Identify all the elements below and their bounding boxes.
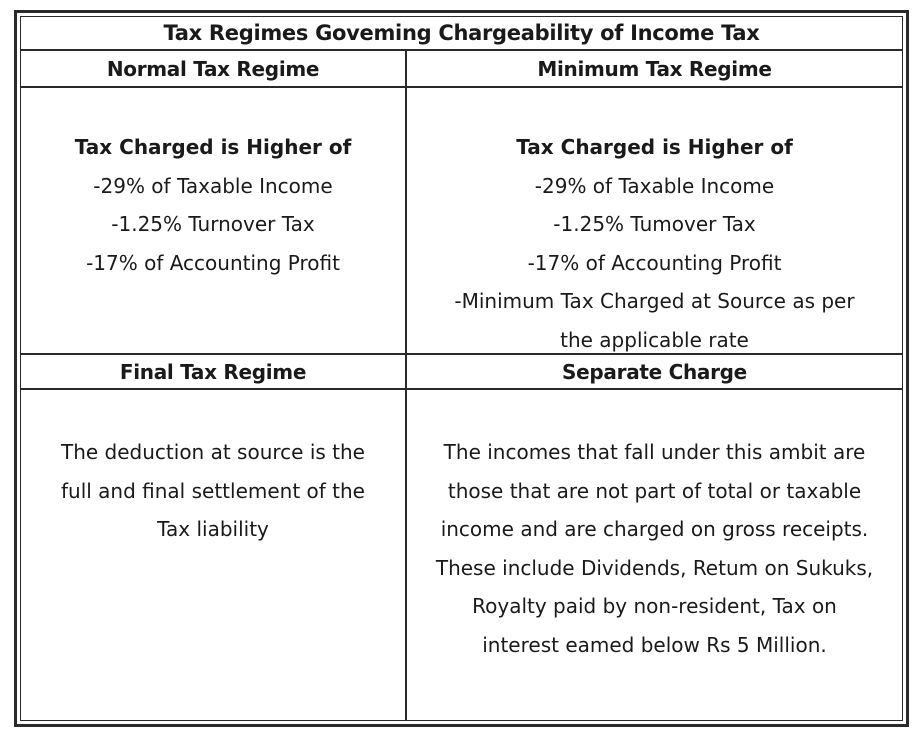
minimum-regime-item: -29% of Taxable Income [534, 173, 775, 198]
separate-charge-line: These include Dividends, Retum on Sukuks, [435, 555, 874, 580]
minimum-regime-item: -1.25% Tumover Tax [553, 212, 756, 236]
final-regime-line: The deduction at source is the [61, 440, 365, 464]
normal-regime-cell [21, 51, 405, 353]
minimum-regime-item: the applicable rate [560, 327, 749, 352]
separate-charge-header: Separate Charge [407, 353, 902, 390]
final-regime-line: Tax liability [157, 517, 269, 541]
tax-regimes-table [14, 10, 909, 727]
minimum-regime-body [407, 88, 902, 359]
normal-regime-body [21, 88, 405, 282]
minimum-regime-cell [407, 51, 902, 353]
normal-regime-heading: Tax Charged is Higher of [74, 135, 352, 159]
separate-charge-line: Royalty paid by non-resident, Tax on [472, 594, 837, 618]
final-regime-body [21, 390, 405, 549]
normal-regime-item: -17% of Accounting Profit [86, 250, 340, 275]
final-regime-line: full and final settlement of the [60, 478, 365, 503]
final-regime-header: Final Tax Regime [21, 353, 405, 390]
minimum-regime-header: Minimum Tax Regime [407, 51, 902, 88]
minimum-regime-item: -17% of Accounting Profit [527, 250, 782, 275]
final-regime-cell [21, 353, 405, 720]
separate-charge-cell [407, 353, 902, 720]
table-title: Tax Regimes Goveming Chargeability of Income Tax [21, 17, 902, 51]
separate-charge-line: interest eamed below Rs 5 Million. [482, 632, 827, 657]
separate-charge-line: The incomes that fall under this ambit are [443, 440, 866, 464]
normal-regime-item: -1.25% Turnover Tax [111, 212, 315, 236]
separate-charge-line: income and are charged on gross receipts. [440, 517, 869, 541]
separate-charge-line: those that are not part of total or taxable [447, 478, 862, 503]
normal-regime-item: -29% of Taxable Income [93, 173, 333, 198]
minimum-regime-heading: Tax Charged is Higher of [516, 135, 793, 159]
table-grid [20, 16, 903, 721]
normal-regime-header: Normal Tax Regime [21, 51, 405, 88]
separate-charge-body [407, 390, 902, 664]
minimum-regime-item: -Minimum Tax Charged at Source as per [454, 289, 855, 313]
